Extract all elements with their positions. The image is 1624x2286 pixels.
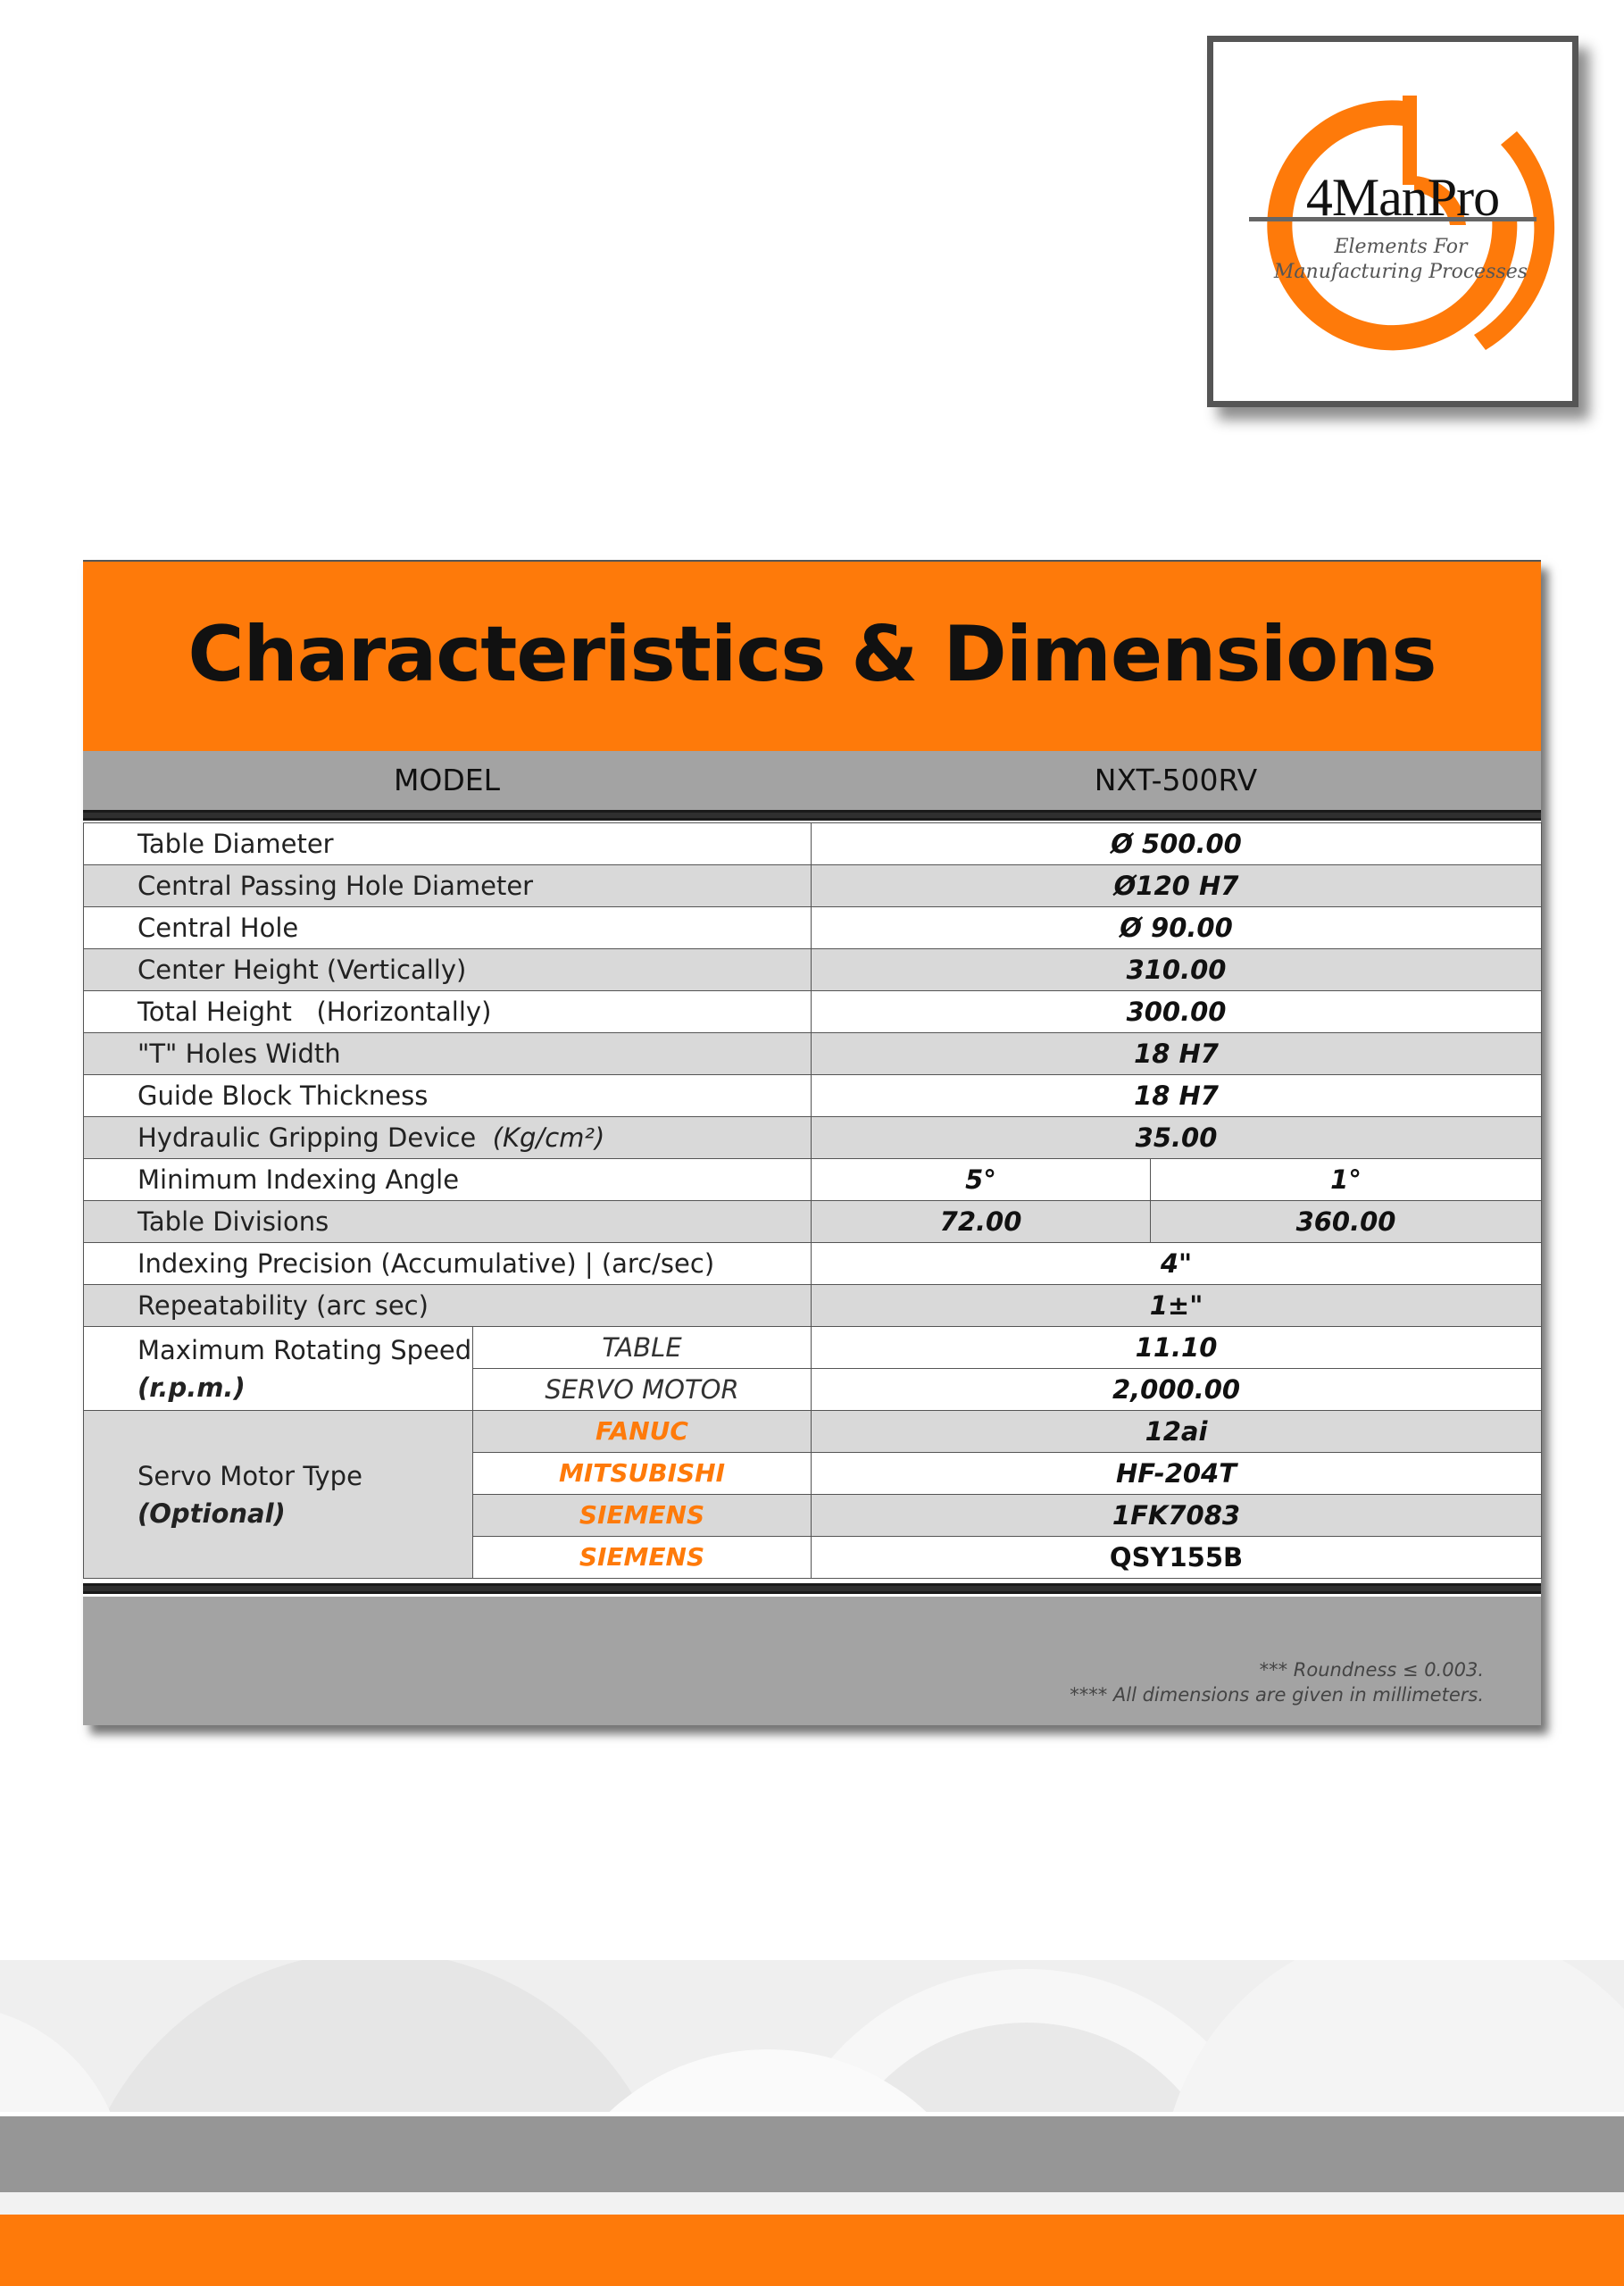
row-value: 18 H7 — [812, 1033, 1542, 1075]
servo-model: 12ai — [812, 1411, 1542, 1453]
row-value-b: 360.00 — [1151, 1201, 1542, 1243]
table-row — [84, 1327, 1542, 1369]
row-value: Ø 90.00 — [812, 907, 1542, 949]
table-row — [84, 1243, 1542, 1285]
row-value-b: 1° — [1151, 1159, 1542, 1201]
table-row — [84, 1159, 1542, 1201]
servo-type-label-text: Servo Motor Type — [137, 1460, 362, 1491]
row-label: Central Passing Hole Diameter — [84, 865, 812, 907]
servo-type-label — [84, 1411, 473, 1579]
max-speed-label-text: Maximum Rotating Speed — [137, 1334, 472, 1365]
table-row — [84, 1201, 1542, 1243]
model-row — [83, 751, 1541, 810]
servo-model: 1FK7083 — [812, 1495, 1542, 1537]
row-label: Indexing Precision (Accumulative) | (arc/sec) — [84, 1243, 812, 1285]
footer-grey-band — [0, 2116, 1624, 2192]
row-label: Center Height (Vertically) — [84, 949, 812, 991]
servo-brand: SIEMENS — [473, 1495, 812, 1537]
row-value: 4" — [812, 1243, 1542, 1285]
row-label-unit: (Kg/cm²) — [492, 1122, 605, 1153]
specs-table — [83, 822, 1542, 1579]
page-title: Characteristics & Dimensions — [187, 610, 1437, 699]
row-label: Central Hole — [84, 907, 812, 949]
table-row — [84, 865, 1542, 907]
table-row — [84, 991, 1542, 1033]
servo-brand: FANUC — [473, 1411, 812, 1453]
footer-divider — [0, 2192, 1624, 2215]
row-label: Table Divisions — [84, 1201, 812, 1243]
servo-model: HF-204T — [812, 1453, 1542, 1495]
roundness-note: *** Roundness ≤ 0.003. — [1259, 1659, 1484, 1681]
table-speed-label: TABLE — [473, 1327, 812, 1369]
row-label — [84, 1117, 812, 1159]
card-header — [83, 560, 1541, 751]
max-speed-label — [84, 1327, 473, 1411]
specs-card — [83, 560, 1541, 1725]
row-label: Total Height (Horizontally) — [84, 991, 812, 1033]
row-value: 18 H7 — [812, 1075, 1542, 1117]
notes-area — [83, 1597, 1541, 1725]
separator-top — [83, 810, 1541, 821]
row-label-text: Hydraulic Gripping Device — [137, 1122, 477, 1153]
row-label: "T" Holes Width — [84, 1033, 812, 1075]
model-label: MODEL — [393, 763, 501, 797]
servo-type-optional: (Optional) — [137, 1498, 286, 1529]
table-row — [84, 1411, 1542, 1453]
table-speed-value: 11.10 — [812, 1327, 1542, 1369]
max-speed-unit: (r.p.m.) — [137, 1372, 246, 1403]
row-value: Ø120 H7 — [812, 865, 1542, 907]
row-value-a: 72.00 — [812, 1201, 1151, 1243]
logo-tagline-line2: Manufacturing Processes — [1273, 261, 1528, 283]
servo-speed-label: SERVO MOTOR — [473, 1369, 812, 1411]
row-value: Ø 500.00 — [812, 823, 1542, 865]
row-value: 1±" — [812, 1285, 1542, 1327]
row-label: Minimum Indexing Angle — [84, 1159, 812, 1201]
table-row — [84, 1117, 1542, 1159]
table-row — [84, 907, 1542, 949]
company-logo — [1207, 36, 1578, 407]
table-row — [84, 949, 1542, 991]
logo-tagline-line1: Elements For — [1334, 236, 1468, 258]
decorative-background — [0, 1960, 1624, 2112]
model-value: NXT-500RV — [1094, 763, 1258, 797]
separator-bottom — [83, 1583, 1541, 1594]
table-row — [84, 1033, 1542, 1075]
servo-brand: SIEMENS — [473, 1537, 812, 1579]
row-value-a: 5° — [812, 1159, 1151, 1201]
row-label: Table Diameter — [84, 823, 812, 865]
table-row — [84, 823, 1542, 865]
servo-brand: MITSUBISHI — [473, 1453, 812, 1495]
table-row — [84, 1075, 1542, 1117]
table-row — [84, 1285, 1542, 1327]
servo-model: QSY155B — [812, 1537, 1542, 1579]
row-value: 310.00 — [812, 949, 1542, 991]
row-label: Guide Block Thickness — [84, 1075, 812, 1117]
dimensions-note: **** All dimensions are given in millimeters. — [1070, 1684, 1484, 1706]
logo-wordmark: 4ManPro — [1305, 168, 1500, 227]
footer-orange-band — [0, 2215, 1624, 2286]
row-value: 35.00 — [812, 1117, 1542, 1159]
logo-tagline — [1267, 235, 1535, 285]
decorative-arcs — [0, 1960, 1624, 2112]
row-label: Repeatability (arc sec) — [84, 1285, 812, 1327]
servo-speed-value: 2,000.00 — [812, 1369, 1542, 1411]
row-value: 300.00 — [812, 991, 1542, 1033]
